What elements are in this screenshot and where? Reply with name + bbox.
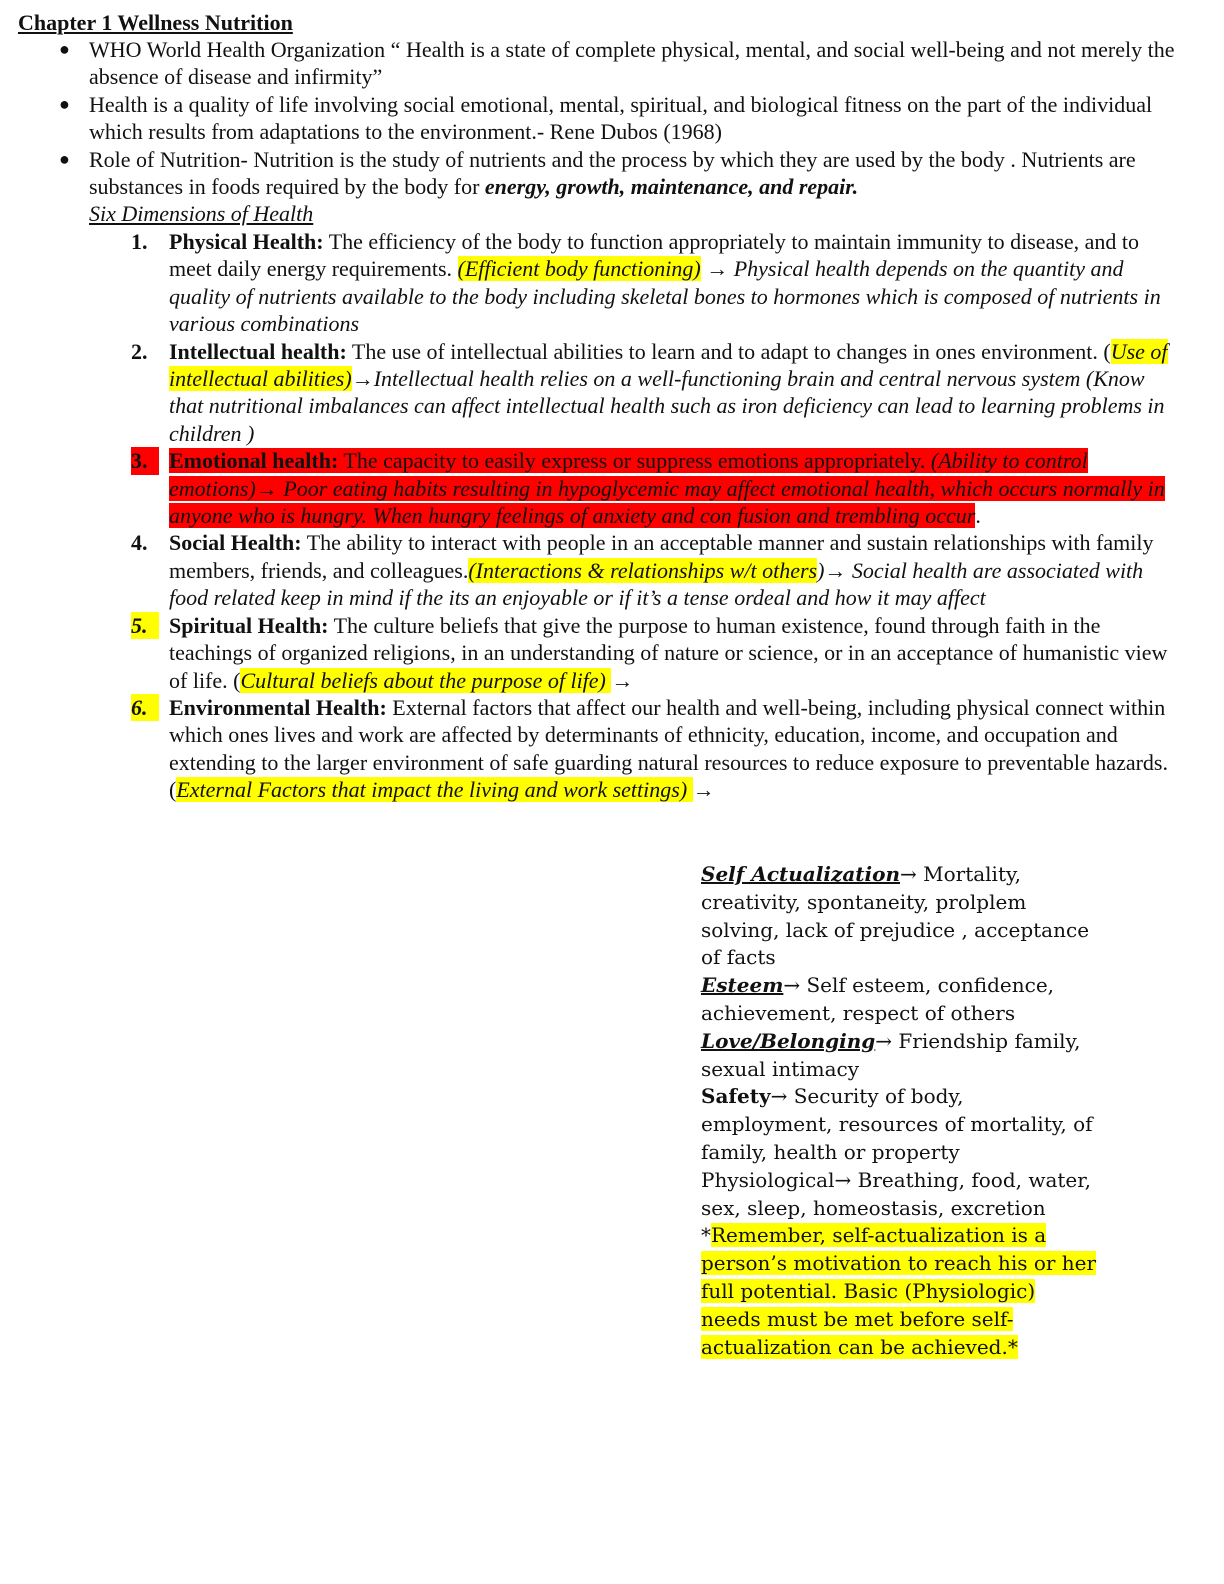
- dimension-description: The ability to interact with people in an acceptable manner and sustain relationships with family members, friends, and colleagues.: [169, 530, 1154, 583]
- maslow-level-love-belonging: [701, 1028, 1101, 1084]
- maslow-label: Safety: [701, 1084, 771, 1109]
- bullet-item: [59, 36, 1189, 91]
- dimension-description: The use of intellectual abilities to learn and to adapt to changes in ones environment. (: [346, 338, 1111, 364]
- maslow-description: Security of body, employment, resources of mortality, of family, health or property: [701, 1084, 1093, 1164]
- dimension-note: → Poor eating habits resulting in hypoglycemic may affect emotional health, which occurs normally in anyone who is hungry. When hungry feelings of anxiety and con fusion and trembling occur: [169, 475, 1165, 529]
- dimension-note: →Intellectual health relies on a well-functioning brain and central nervous system (Know that nutritional imbalances can affect intellectual health such as iron deficiency can lead to learning problems in children ): [169, 366, 1165, 446]
- dimension-item-physical: [131, 228, 1179, 338]
- dimension-summary-highlight: Cultural beliefs about the purpose of life): [240, 667, 612, 693]
- dimension-trail: .: [975, 503, 981, 529]
- dimension-note: )→ Social health are associated with food related keep in mind if the its an enjoyable or if it’s a tense ordeal and how it may affect: [169, 557, 1144, 611]
- dimension-note: → Physical health depends on the quantity and quality of nutrients available to the body including skeletal bones to hormones which is composed of nutrients in various combinations: [169, 256, 1161, 337]
- arrow-icon: →: [900, 862, 917, 886]
- dimension-description: External factors that affect our health and well-being, including physical connect within which ones lives and work are affected by determinants of ethnicity, education, income, and occupation and extending to the larger environment of safe guarding natural resources to reduce exposure to preventable hazards. (: [169, 694, 1168, 803]
- dimension-name: Physical Health:: [169, 229, 324, 254]
- bullet-text: Role of Nutrition- Nutrition is the study of nutrients and the process by which they are used by the body . Nutrients are substances in foods required by the body for: [89, 146, 1136, 200]
- maslow-description: Mortality, creativity, spontaneity, prolplem solving, lack of prejudice , acceptance of facts: [701, 862, 1090, 970]
- page-title: Chapter 1 Wellness Nutrition: [18, 10, 293, 35]
- bullet-text: Health is a quality of life involving social emotional, mental, spiritual, and biological fitness on the part of the individual which results from adaptations to the environment.- Rene Dubos (1968): [89, 91, 1153, 145]
- dimension-number: 3.: [131, 447, 159, 474]
- maslow-label: Esteem: [701, 973, 784, 998]
- dimension-summary: (Ability to control emotions): [169, 448, 1088, 501]
- dimension-number: 2.: [131, 338, 148, 364]
- maslow-level-physiological: [701, 1167, 1101, 1223]
- dimension-number: 5.: [131, 612, 159, 639]
- arrow-icon: →: [770, 1084, 788, 1109]
- dimensions-list: [131, 228, 1179, 804]
- bullet-list: [59, 36, 1189, 228]
- bullet-icon: ●: [59, 93, 70, 114]
- bullet-text: WHO World Health Organization “ Health is a state of complete physical, mental, and social well-being and not merely the absence of disease and infirmity”: [89, 37, 1175, 90]
- maslow-label: Self Actualization: [701, 862, 900, 886]
- dimension-name: Intellectual health:: [169, 338, 347, 364]
- dimension-item-emotional: [131, 447, 1179, 529]
- bullet-icon: ●: [59, 39, 70, 59]
- dimension-summary-highlight: Use of intellectual abilities): [169, 338, 1168, 392]
- dimension-name: Social Health:: [169, 530, 302, 556]
- six-dimensions-heading: Six Dimensions of Health: [89, 201, 314, 227]
- bullet-item: [59, 91, 1189, 146]
- maslow-level-self-actualization: [701, 861, 1101, 972]
- arrow-icon: →: [783, 973, 801, 998]
- dimension-note: →: [611, 667, 634, 693]
- maslow-description: Breathing, food, water, sex, sleep, homeostasis, excretion: [701, 1167, 1091, 1220]
- arrow-icon: →: [834, 1167, 852, 1192]
- maslow-level-esteem: [701, 972, 1101, 1028]
- arrow-icon: →: [875, 1028, 893, 1053]
- dimension-note: →: [692, 777, 715, 803]
- dimension-summary-highlight: (Efficient body functioning): [457, 256, 701, 282]
- dimension-description: The culture beliefs that give the purpose to human existence, found through faith in the teachings of organized religions, in an understanding of nature or science, or in an acceptance of humanistic view of life. (: [169, 612, 1168, 693]
- maslow-description: Friendship family, sexual intimacy: [701, 1028, 1081, 1081]
- bullet-icon: ●: [59, 148, 70, 169]
- maslow-note: [701, 1222, 1101, 1361]
- dimension-item-environmental: [131, 694, 1179, 804]
- dimension-description: The capacity to easily express or suppress emotions appropriately.: [338, 448, 931, 474]
- dimension-item-spiritual: [131, 612, 1179, 694]
- maslow-label: Physiological: [701, 1167, 835, 1192]
- dimension-item-social: [131, 529, 1179, 611]
- dimension-description: The efficiency of the body to function appropriately to maintain immunity to disease, and to meet daily energy requirements.: [169, 229, 1140, 282]
- dimension-item-intellectual: [131, 338, 1179, 448]
- maslow-hierarchy: [701, 861, 1101, 1361]
- maslow-description: Self esteem, confidence, achievement, respect of others: [701, 973, 1055, 1025]
- dimension-summary-highlight: External Factors that impact the living and work settings): [176, 777, 693, 803]
- maslow-note-prefix: *: [701, 1223, 711, 1248]
- maslow-note-highlight: Remember, self-actualization is a person’s motivation to reach his or her full potential. Basic (Physiologic) needs must be met before self-actualization can be achieved.*: [701, 1223, 1097, 1359]
- dimension-number: 6.: [131, 694, 159, 721]
- dimension-number: 1.: [131, 229, 148, 254]
- dimension-name: Emotional health:: [169, 448, 339, 474]
- dimension-name: Environmental Health:: [169, 694, 387, 720]
- maslow-label: Love/Belonging: [701, 1028, 876, 1053]
- bullet-item: [59, 146, 1189, 201]
- dimension-summary-highlight: (Interactions & relationships w/t others: [468, 557, 818, 583]
- dimension-number: 4.: [131, 530, 148, 556]
- dimension-name: Spiritual Health:: [169, 612, 329, 638]
- bullet-emphasis: energy, growth, maintenance, and repair.: [484, 174, 859, 200]
- maslow-level-safety: [701, 1083, 1101, 1166]
